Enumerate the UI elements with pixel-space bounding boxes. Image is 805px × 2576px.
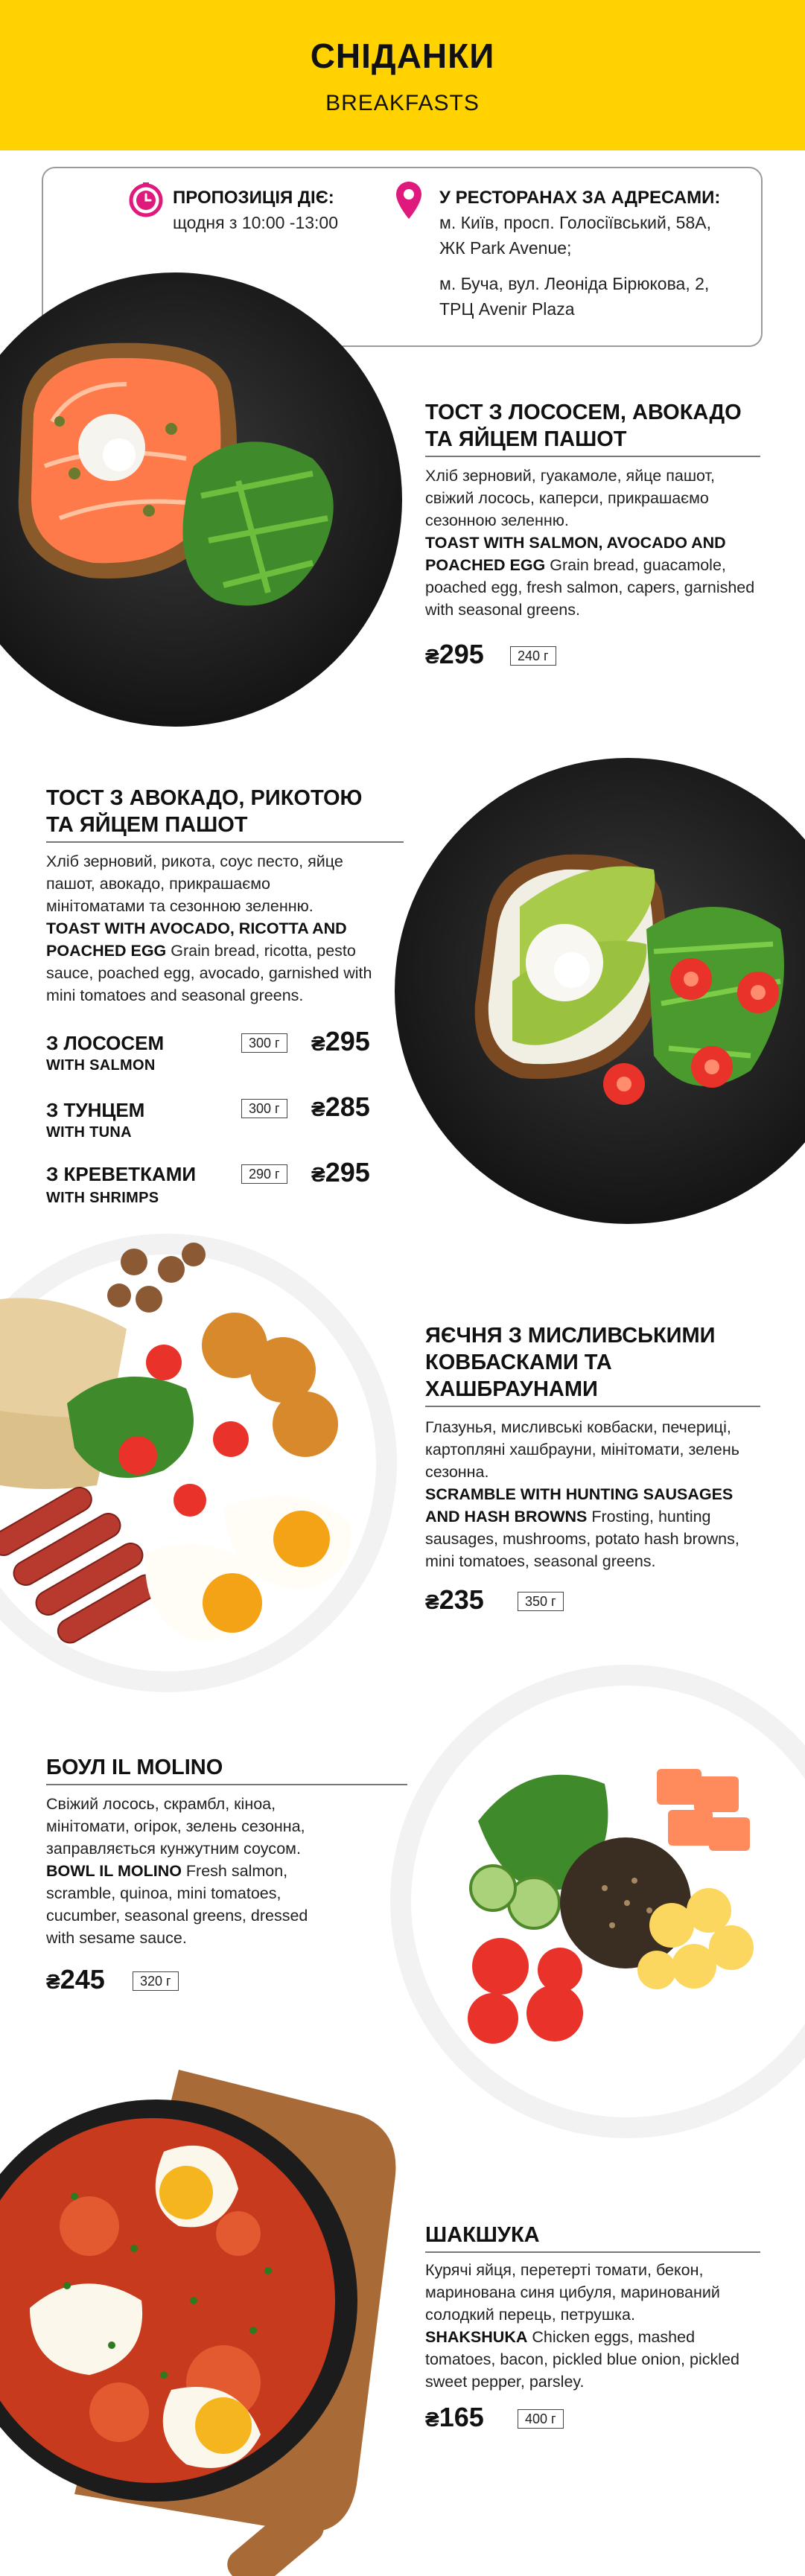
address-2-line2: ТРЦ Avenir Plaza xyxy=(439,299,575,319)
scramble-photo xyxy=(0,1232,406,1694)
variant-subname: WITH TUNA xyxy=(46,1124,132,1141)
item-description: Хліб зерновий, рикота, соус песто, яйце пашот, авокадо, прикрашаємо мінітоматами та сезонною зеленню. TOAST WITH AVOCADO, RICOTTA AND POACHED EGG Grain bread, ricotta, pesto sauce, poached egg, avocado, garnished with mini tomatoes and seasonal greens. xyxy=(46,852,372,1004)
shakshuka-photo xyxy=(0,2062,417,2576)
address-1-line1: м. Київ, просп. Голосіївський, 58А, xyxy=(439,213,711,232)
page-subtitle: BREAKFASTS xyxy=(325,91,480,115)
variant-weight: 290 г xyxy=(241,1164,287,1184)
variant-subname: WITH SHRIMPS xyxy=(46,1190,159,1206)
item-weight: 320 г xyxy=(133,1971,179,1991)
salmon-toast-photo xyxy=(0,272,406,734)
offer-label: ПРОПОЗИЦІЯ ДІЄ: xyxy=(173,188,334,208)
header-banner xyxy=(0,0,805,150)
divider xyxy=(46,1784,407,1785)
variant-price: ₴295 xyxy=(311,1157,370,1187)
item-weight: 240 г xyxy=(510,646,556,666)
variant-name: З ЛОСОСЕМ xyxy=(46,1032,165,1054)
item-weight: 400 г xyxy=(518,2409,564,2429)
divider xyxy=(425,1406,760,1407)
address-2-line1: м. Буча, вул. Леоніда Бірюкова, 2, xyxy=(439,274,710,293)
bowl-photo xyxy=(381,1665,805,2141)
item-weight: 350 г xyxy=(518,1592,564,1611)
item-description: Свіжий лосось, скрамбл, кіноа, мінітомати, огірок, зелень сезонна, заправляється кунжутним соусом. BOWL IL MOLINO Fresh salmon, scramble, quinoa, mini tomatoes, cucumber, seasonal greens, dressed with sesame sauce. xyxy=(46,1795,308,1947)
item-title: ШАКШУКА xyxy=(425,2223,540,2247)
item-price: ₴295 xyxy=(425,639,484,669)
page-title: СНІДАНКИ xyxy=(310,36,495,75)
offer-time: щодня з 10:00 -13:00 xyxy=(173,213,339,232)
item-title: ЯЄЧНЯ З МИСЛИВСЬКИМИ КОВБАСКАМИ ТА ХАШБРАУНАМИ xyxy=(425,1324,716,1401)
item-description: Глазунья, мисливські ковбаски, печериці, картопляні хашбрауни, мінітомати, зелень сезонна. SCRAMBLE WITH HUNTING SAUSAGES AND HASH BROWNS Frosting, hunting sausages, mushrooms, potato hash browns, mini tomatoes, seasonal greens. xyxy=(425,1418,739,1570)
item-description: Хліб зерновий, гуакамоле, яйце пашот, свіжий лосось, каперси, прикрашаємо сезонною зеленню. TOAST WITH SALMON, AVOCADO AND POACHED EGG Grain bread, guacamole, poached egg, fresh salmon, capers, garnished with seasonal greens. xyxy=(425,467,755,619)
clock-icon xyxy=(128,182,164,217)
variant-name: З ТУНЦЕМ xyxy=(46,1099,145,1121)
item-title: ТОСТ З АВОКАДО, РИКОТОЮ ТА ЯЙЦЕМ ПАШОТ xyxy=(46,786,363,837)
item-title: ТОСТ З ЛОСОСЕМ, АВОКАДО ТА ЯЙЦЕМ ПАШОТ xyxy=(425,401,742,451)
variant-subname: WITH SALMON xyxy=(46,1057,156,1074)
item-price: ₴165 xyxy=(425,2402,484,2432)
divider xyxy=(425,2251,760,2253)
address-1-line2: ЖК Park Avenue; xyxy=(439,238,572,258)
item-description: Курячі яйця, перетерті томати, бекон, маринована синя цибуля, маринований солодкий перець, петрушка. SHAKSHUKA Chicken eggs, mashed tomatoes, bacon, pickled blue onion, pickled sweet pepper, parsley. xyxy=(425,2261,739,2391)
variant-name: З КРЕВЕТКАМИ xyxy=(46,1163,197,1185)
location-pin-icon xyxy=(395,180,423,220)
divider xyxy=(425,456,760,457)
address-label: У РЕСТОРАНАХ ЗА АДРЕСАМИ: xyxy=(439,188,721,208)
item-title: БОУЛ IL MOLINO xyxy=(46,1756,223,1779)
variant-price: ₴285 xyxy=(311,1091,370,1122)
item-price: ₴245 xyxy=(46,1964,105,1995)
variant-weight: 300 г xyxy=(241,1033,287,1053)
variant-price: ₴295 xyxy=(311,1026,370,1056)
divider xyxy=(46,841,404,843)
item-price: ₴235 xyxy=(425,1584,484,1615)
avocado-toast-photo xyxy=(393,758,805,1225)
variant-weight: 300 г xyxy=(241,1099,287,1118)
